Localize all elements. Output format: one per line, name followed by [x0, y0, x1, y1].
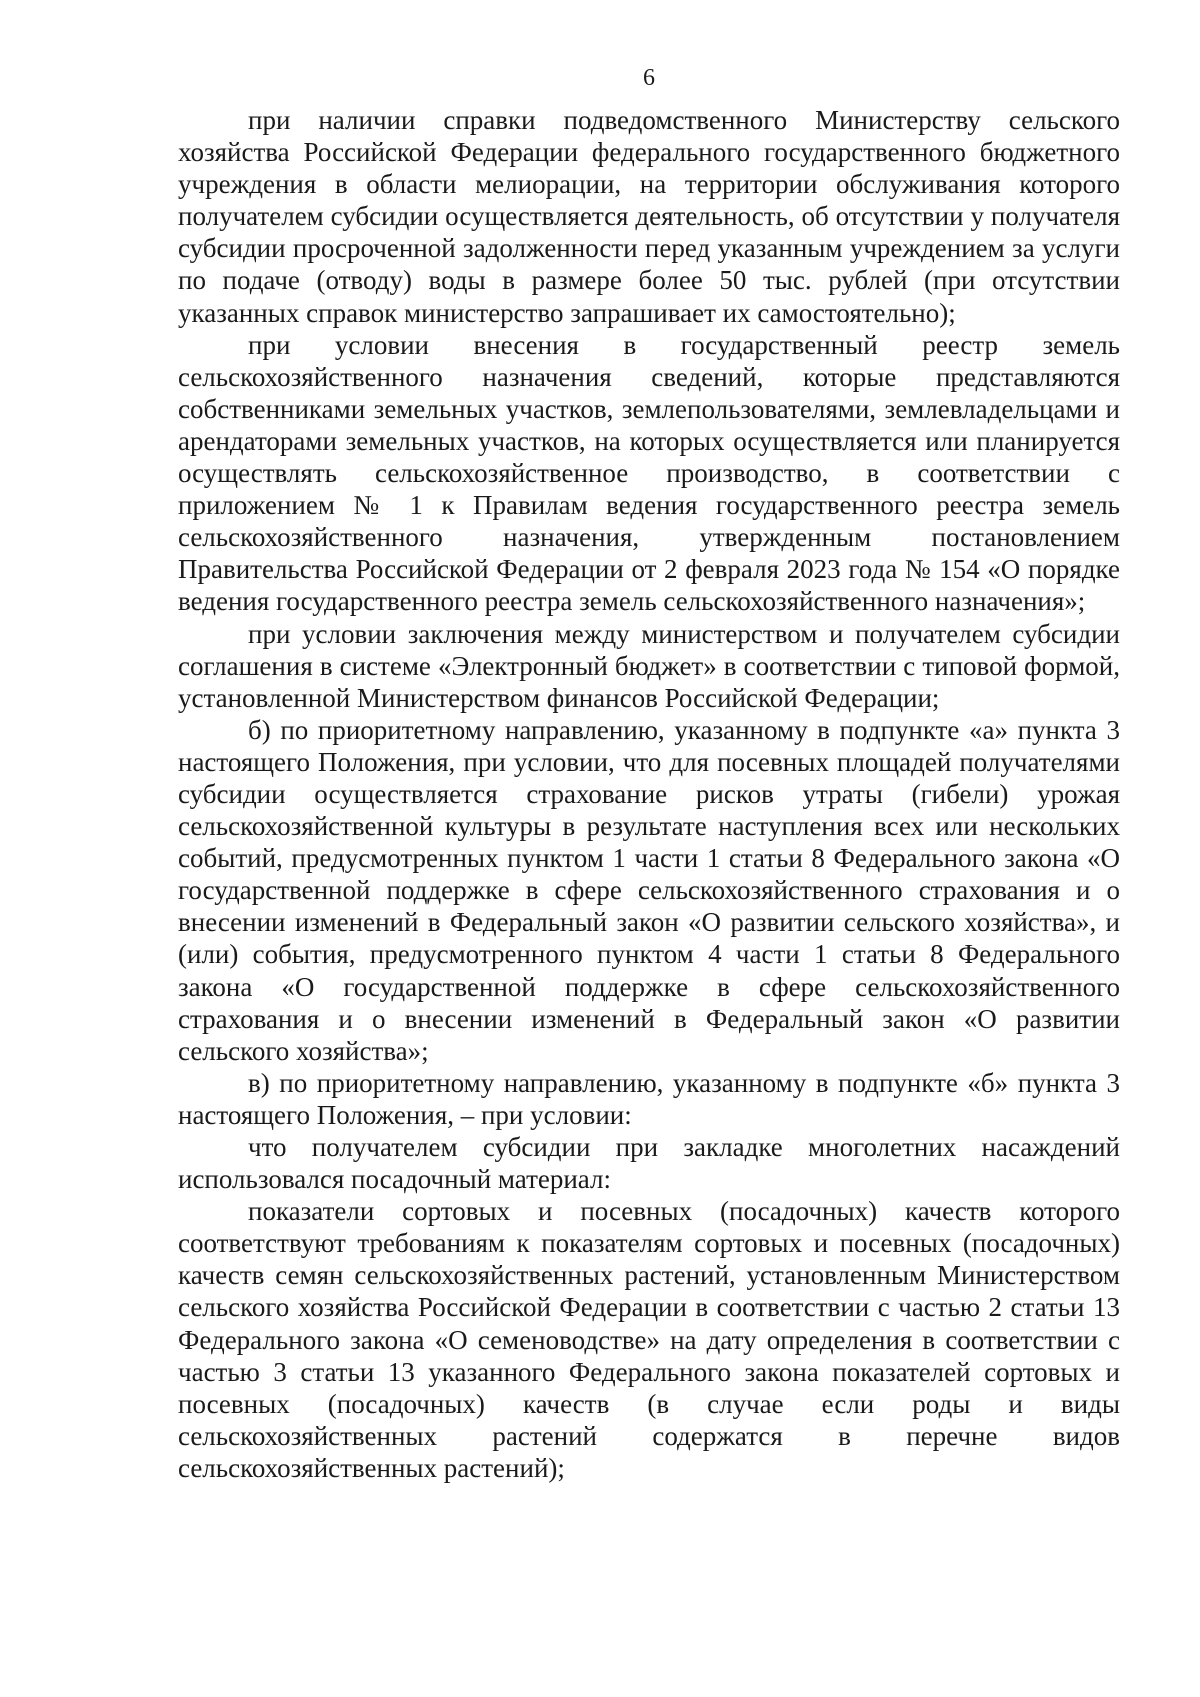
- paragraph-varietal-quality: показатели сортовых и посевных (посадочных) качеств которого соответствуют требованиям к показателям сортовых и посевных (посадочных) качеств семян сельскохозяйственных растений, установленным Министерством сельского хозяйства Российской Федерации в соответствии с частью 2 статьи 13 Федерального закона «О семеноводстве» на дату определения в соответствии с частью 3 статьи 13 указанного Федерального закона показателей сортовых и посевных (посадочных) качеств (в случае если роды и виды сельскохозяйственных растений содержатся в перечне видов сельскохозяйственных растений);: [178, 1196, 1120, 1483]
- document-body: [178, 104, 1120, 1484]
- paragraph-item-v-conditions: в) по приоритетному направлению, указанному в подпункте «б» пункта 3 настоящего Положения, – при условии:: [178, 1067, 1120, 1130]
- paragraph-land-registry: при условии внесения в государственный реестр земель сельскохозяйственного назначения сведений, которые представляются собственниками земельных участков, землепользователями, землевладельцами и арендаторами земельных участков, на которых осуществляется или планируется осуществлять сельскохозяйственное производство, в соответствии с приложением № 1 к Правилам ведения государственного реестра земель сельскохозяйственного назначения, утвержденным постановлением Правительства Российской Федерации от 2 февраля 2023 года № 154 «О порядке ведения государственного реестра земель сельскохозяйственного назначения»;: [178, 329, 1120, 617]
- page-number: 6: [643, 65, 655, 91]
- paragraph-item-b-insurance: б) по приоритетному направлению, указанному в подпункте «а» пункта 3 настоящего Положения, при условии, что для посевных площадей получателями субсидии осуществляется страхование рисков утраты (гибели) урожая сельскохозяйственной культуры в результате наступления всех или нескольких событий, предусмотренных пунктом 1 части 1 статьи 8 Федерального закона «О государственной поддержке в сфере сельскохозяйственного страхования и о внесении изменений в Федеральный закон «О развитии сельского хозяйства», и (или) события, предусмотренного пунктом 4 части 1 статьи 8 Федерального закона «О государственной поддержке в сфере сельскохозяйственного страхования и о внесении изменений в Федеральный закон «О развитии сельского хозяйства»;: [178, 714, 1120, 1066]
- paragraph-melioration-certificate: при наличии справки подведомственного Министерству сельского хозяйства Российской Федерации федерального государственного бюджетного учреждения в области мелиорации, на территории обслуживания которого получателем субсидии осуществляется деятельность, об отсутствии у получателя субсидии просроченной задолженности перед указанным учреждением за услуги по подаче (отводу) воды в размере более 50 тыс. рублей (при отсутствии указанных справок министерство запрашивает их самостоятельно);: [178, 105, 1120, 328]
- paragraph-planting-material: что получателем субсидии при закладке многолетних насаждений использовался посадочный материал:: [178, 1132, 1120, 1195]
- paragraph-electronic-budget-agreement: при условии заключения между министерством и получателем субсидии соглашения в системе «Электронный бюджет» в соответствии с типовой формой, установленной Министерством финансов Российской Федерации;: [178, 618, 1120, 713]
